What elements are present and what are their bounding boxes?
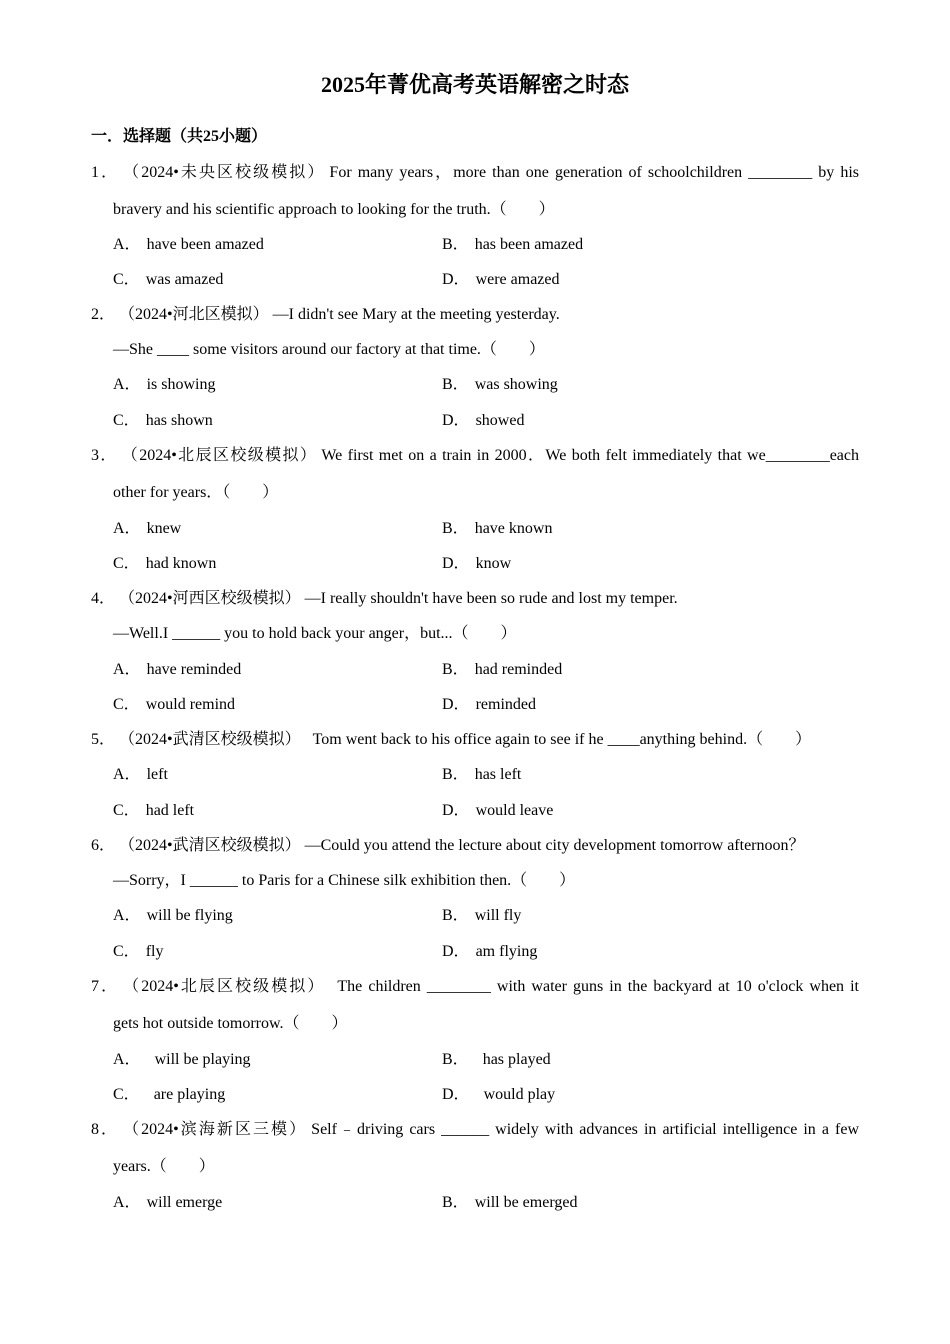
question-5-line-1	[91, 727, 859, 753]
question-3-line-1	[91, 443, 859, 469]
question-text: —I didn't see Mary at the meeting yesterday.	[272, 306, 560, 323]
question-6-option-c[interactable]: C． fly	[113, 943, 164, 960]
question-1-line-2: bravery and his scientific approach to looking for the truth.（ ）	[113, 201, 555, 218]
question-number: 4．	[91, 590, 116, 607]
question-6-line-1	[91, 833, 859, 859]
question-text: The children ________ with water guns in the backyard at 10 o'clock when it	[337, 978, 860, 995]
question-7-option-d[interactable]: D． would play	[442, 1086, 556, 1103]
question-number: 1．	[91, 164, 120, 181]
question-2-line-2: —She ____ some visitors around our factory at that time.（ ）	[113, 341, 545, 358]
question-4-option-d[interactable]: D． reminded	[442, 696, 536, 713]
section-heading: 一．选择题（共25小题）	[91, 128, 268, 145]
question-5-option-a[interactable]: A． left	[113, 766, 168, 783]
question-number: 8．	[91, 1121, 120, 1138]
question-text: For many years，more than one generation of schoolchildren ________ by his	[329, 164, 859, 181]
question-2-option-b[interactable]: B． was showing	[442, 376, 558, 393]
question-text: Tom went back to his office again to see if he ____anything behind.（ ）	[312, 731, 812, 748]
question-number: 5．	[91, 731, 116, 748]
question-4-option-c[interactable]: C． would remind	[113, 696, 236, 713]
question-7-option-b[interactable]: B． has played	[442, 1051, 551, 1068]
question-source: （2024•北辰区校级模拟）	[129, 447, 318, 464]
question-7-line-1	[91, 974, 859, 1000]
question-text: —I really shouldn't have been so rude and lost my temper.	[304, 590, 678, 607]
question-1-line-1	[91, 160, 859, 186]
question-1-option-b[interactable]: B． has been amazed	[442, 236, 584, 253]
question-number: 7．	[91, 978, 120, 995]
question-2-option-d[interactable]: D． showed	[442, 412, 525, 429]
question-text: —Could you attend the lecture about city development tomorrow afternoon？	[304, 837, 805, 854]
question-6-option-d[interactable]: D． am flying	[442, 943, 538, 960]
question-7-option-a[interactable]: A． will be playing	[113, 1051, 251, 1068]
question-6-option-b[interactable]: B． will fly	[442, 907, 522, 924]
question-source: （2024•河北区模拟）	[127, 306, 269, 323]
question-number: 6．	[91, 837, 116, 854]
question-7-line-2: gets hot outside tomorrow.（ ）	[113, 1015, 348, 1032]
question-8-line-2: years.（ ）	[113, 1158, 215, 1175]
question-4-line-1	[91, 586, 859, 612]
question-6-option-a[interactable]: A． will be flying	[113, 907, 233, 924]
question-source: （2024•未央区校级模拟）	[131, 164, 326, 181]
question-5-option-c[interactable]: C． had left	[113, 802, 195, 819]
question-1-option-c[interactable]: C． was amazed	[113, 271, 224, 288]
question-7-option-c[interactable]: C． are playing	[113, 1086, 226, 1103]
question-source: （2024•河西区校级模拟）	[127, 590, 301, 607]
question-4-option-a[interactable]: A． have reminded	[113, 661, 242, 678]
question-5-option-b[interactable]: B． has left	[442, 766, 522, 783]
question-number: 3．	[91, 447, 118, 464]
question-source: （2024•滨海新区三模）	[131, 1121, 308, 1138]
question-source: （2024•武清区校级模拟）	[127, 731, 301, 748]
question-3-line-2: other for years．（ ）	[113, 484, 279, 501]
question-2-line-1	[91, 302, 859, 328]
question-6-line-2: —Sorry，I ______ to Paris for a Chinese silk exhibition then.（ ）	[113, 872, 576, 889]
question-3-option-b[interactable]: B． have known	[442, 520, 553, 537]
question-text: Self﹣driving cars ______ widely with advances in artificial intelligence in a few	[311, 1121, 859, 1138]
question-3-option-c[interactable]: C． had known	[113, 555, 217, 572]
question-2-option-a[interactable]: A． is showing	[113, 376, 216, 393]
question-8-option-b[interactable]: B． will be emerged	[442, 1194, 578, 1211]
question-text: We first met on a train in 2000．We both felt immediately that we________each	[321, 447, 859, 464]
question-source: （2024•武清区校级模拟）	[127, 837, 301, 854]
question-5-option-d[interactable]: D． would leave	[442, 802, 554, 819]
question-8-option-a[interactable]: A． will emerge	[113, 1194, 223, 1211]
question-8-line-1	[91, 1117, 859, 1143]
question-1-option-d[interactable]: D． were amazed	[442, 271, 560, 288]
question-source: （2024•北辰区校级模拟）	[131, 978, 326, 995]
question-3-option-a[interactable]: A． knew	[113, 520, 182, 537]
question-2-option-c[interactable]: C． has shown	[113, 412, 213, 429]
question-1-option-a[interactable]: A． have been amazed	[113, 236, 264, 253]
question-4-option-b[interactable]: B． had reminded	[442, 661, 563, 678]
question-3-option-d[interactable]: D． know	[442, 555, 512, 572]
question-4-line-2: —Well.I ______ you to hold back your anger，but...（ ）	[113, 625, 517, 642]
question-number: 2．	[91, 306, 116, 323]
page-title: 2025年菁优高考英语解密之时态	[320, 72, 629, 97]
